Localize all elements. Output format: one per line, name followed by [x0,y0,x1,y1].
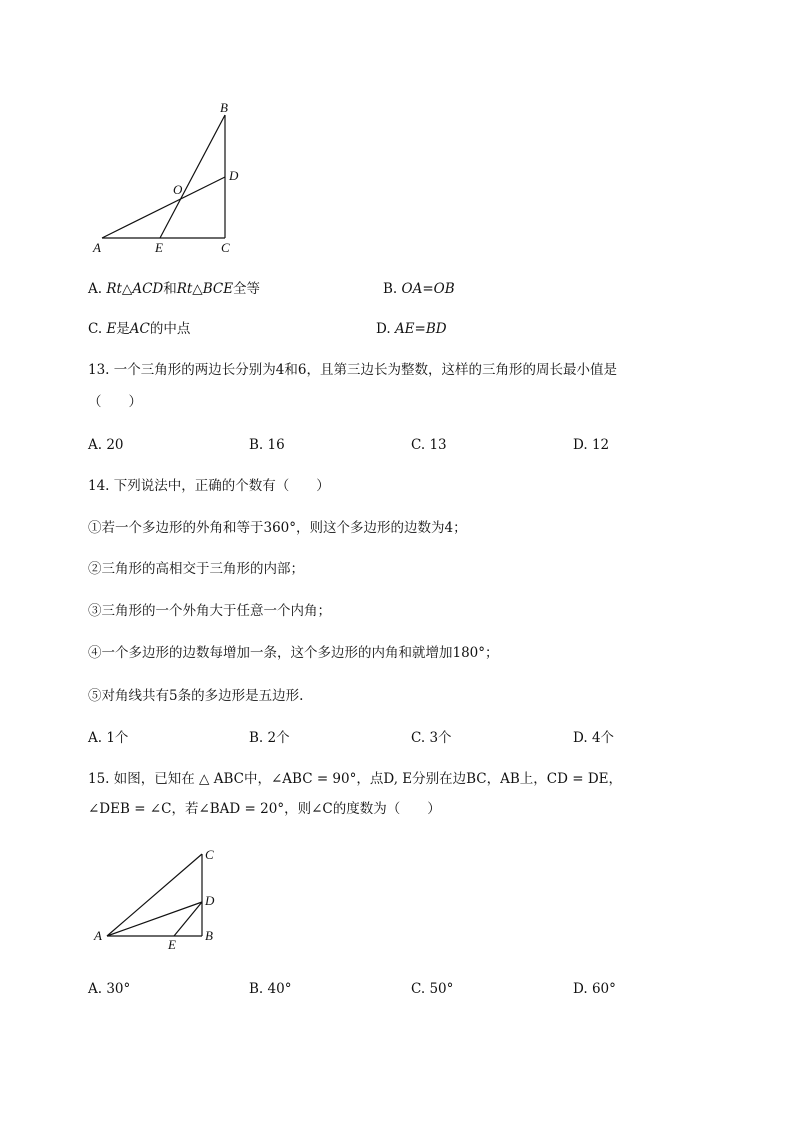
label-c: C [221,240,230,255]
q14-statement-2: ②三角形的高相交于三角形的内部； [88,561,304,577]
segment-be [160,115,225,238]
q14-statement-3: ③三角形的一个外角大于任意一个内角； [88,603,331,619]
q13-option-d: D. 12 [573,437,610,453]
q15-option-b: B. 40° [249,981,292,997]
q13-option-a: A. 20 [88,437,124,453]
segment-ac [107,854,202,936]
q14-option-b: B. 2个 [249,730,290,746]
label-a: A [93,240,101,255]
label-d: D [229,168,239,183]
q13-option-b: B. 16 [249,437,285,453]
q14-stem: 14. 下列说法中，正确的个数有（ ） [88,478,330,494]
label-a: A [94,928,102,943]
q14-statement-5: ⑤对角线共有5条的多边形是五边形. [88,688,304,704]
label-c: C [205,847,214,862]
q14-statement-4: ④一个多边形的边数每增加一条，这个多边形的内角和就增加180°； [88,645,499,661]
q12-option-a: A. Rt△ACD和Rt△BCE全等 [88,281,261,297]
q12-option-b: B. OA=OB [383,281,455,297]
q13-stem-line2: （ ） [88,394,142,410]
figure-triangle-abc-de [85,840,235,960]
q15-option-c: C. 50° [411,981,454,997]
q13-option-c: C. 13 [411,437,447,453]
label-b: B [205,928,213,943]
q14-statement-1: ①若一个多边形的外角和等于360°，则这个多边形的边数为4； [88,520,467,536]
q14-option-c: C. 3个 [411,730,452,746]
label-d: D [205,893,215,908]
label-o: O [173,182,183,197]
q15-stem-line2: ∠DEB = ∠C，若∠BAD = 20°，则∠C的度数为（ ） [88,801,441,817]
q12-option-d: D. AE=BD [376,321,447,337]
figure-triangle-abcde-o [80,95,260,265]
q15-option-a: A. 30° [88,981,131,997]
q14-option-a: A. 1个 [88,730,129,746]
q13-stem-line1: 13. 一个三角形的两边长分别为4和6，且第三边长为整数，这样的三角形的周长最小值是 [88,362,617,378]
segment-ad [102,177,225,238]
q15-stem-line1: 15. 如图，已知在 △ ABC中，∠ABC = 90°，点D, E分别在边BC，AB上，CD = DE， [88,771,623,787]
label-b: B [220,100,228,115]
q15-option-d: D. 60° [573,981,616,997]
q12-option-c: C. E是AC的中点 [88,321,191,337]
label-e: E [168,937,176,952]
q14-option-d: D. 4个 [573,730,615,746]
label-e: E [155,240,163,255]
